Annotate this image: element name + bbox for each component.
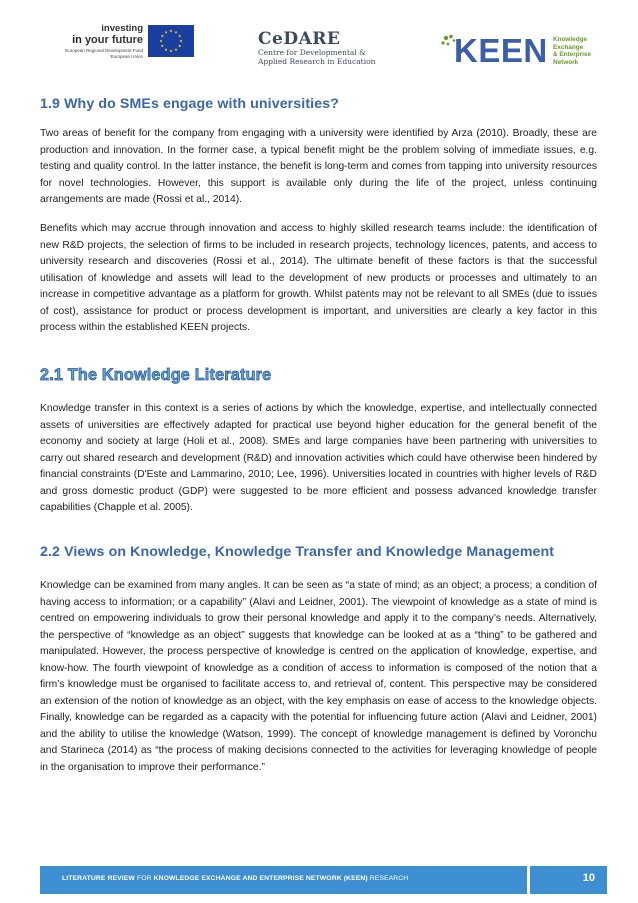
eu-logo-line4: European Union: [110, 54, 143, 59]
paragraph-benefit-areas: Two areas of benefit for the company from engaging with a university were identified by Arza (2010). Broadly, these are production and innovation. In the former case, a typical benefit might be the problem solving of immediate issues, e.g. testing and quality control. In the latter instance, the benefit is long-term and comes from tapping into university resources for novel technologies. However, this support is available only during the life of the project, unless continuing arrangements are made (Rossi et al., 2014).: [40, 128, 597, 205]
page-number-box: [530, 866, 607, 894]
cedare-logo: [258, 30, 408, 80]
cedare-subtitle-2: Applied Research in Education: [258, 57, 376, 66]
paragraph-benefits-innovation: Benefits which may accrue through innovation and access to highly skilled research teams include: the identification of new R&D projects, the selection of firms to be included in research projects, technology licences, patents, and access to university research and discoveries (Rossi et al., 2014). The ultimate benefit of these factors is that the successful utilisation of knowledge and assets will lead to the development of new products or processes and ultimately to an increase in competitive advantage as a platform for growth. Whilst patents may not be relevant to all SMEs (due to issues of cost), assistance for product or process development is important, and universities are clearly a key factor in this process within the established KEEN projects.: [40, 223, 597, 333]
eu-logo-text: [48, 24, 143, 60]
eu-logo-line3: European Regional Development Fund: [65, 48, 143, 53]
eu-flag-icon: [148, 25, 194, 57]
footer-title: LITERATURE REVIEW FOR KNOWLEDGE EXCHANGE AND ENTERPRISE NETWORK (KEEN) RESEARCH: [62, 875, 409, 882]
cedare-subtitle-1: Centre for Developmental &: [258, 48, 366, 57]
paragraph-views-on-knowledge: Knowledge can be examined from many angles. It can be seen as “a state of mind; as an object; a process; a condition of having access to information; or a capability” (Alavi and Leidner, 2001). The viewpoint of knowledge as a state of mind is centred on empowering individuals to grow their personal knowledge and apply it to the company’s needs. Alternatively, the perspective of “knowledge as an object” suggests that knowledge can be looked at as a “thing” to be gathered and manipulated. However, the process perspective of knowledge is centred on the application of knowledge, expertise, and know-how. The fourth viewpoint of knowledge as a condition of access to information is composed of the notion that a firm’s knowledge must be organised to facilitate access to, and retrieval of, content. This perspective may be considered an extension of the notion of knowledge as an object, with the key emphasis on ease of access to the knowledge objects. Finally, knowledge can be regarded as a capacity with the potential for influencing future action (Alavi and Leidner, 2001) and the ability to utilise the knowledge (Watson, 1999). The concept of knowledge management is defined by Voronchu and Starineca (2014) as “the process of making decisions connected to the activities for leveraging knowledge of people in the organisation to improve their performance.”: [40, 580, 597, 773]
eu-funding-logo: [48, 22, 198, 78]
keen-tagline: Knowledge Exchange & Enterprise Network: [553, 36, 592, 66]
eu-logo-line1: investing: [101, 23, 143, 34]
section-heading-2-1: 2.1 The Knowledge Literature: [40, 366, 272, 384]
cedare-title: CeDARE: [258, 29, 341, 49]
page-footer: [40, 866, 607, 894]
footer-bar: [40, 866, 527, 894]
paragraph-knowledge-transfer: Knowledge transfer in this context is a series of actions by which the knowledge, expertise, and intellectually connected assets of universities are effectively adapted for practical use beyond higher education for the general benefit of the economy and society at large (Holi et al., 2008). SMEs and large companies have been partnering with universities to carry out shared research and development (R&D) and innovation activities which could have otherwise been hindered by financial constraints (D'Este and Lammarino, 2010; Lee, 1996). Universities located in countries with higher levels of R&D and gross domestic product (GDP) were suggested to be more efficient and possess advanced knowledge transfer capabilities (Chapple et al. 2005).: [40, 403, 597, 513]
header-logos: [0, 22, 638, 82]
eu-logo-line2: in your future: [72, 34, 143, 46]
section-heading-2-2: 2.2 Views on Knowledge, Knowledge Transfer and Knowledge Management: [40, 544, 555, 560]
keen-wordmark: KEEN: [454, 32, 548, 69]
keen-logo: [440, 34, 600, 78]
page-number: 10: [582, 872, 595, 884]
section-heading-1-9: 1.9 Why do SMEs engage with universities?: [40, 96, 339, 112]
